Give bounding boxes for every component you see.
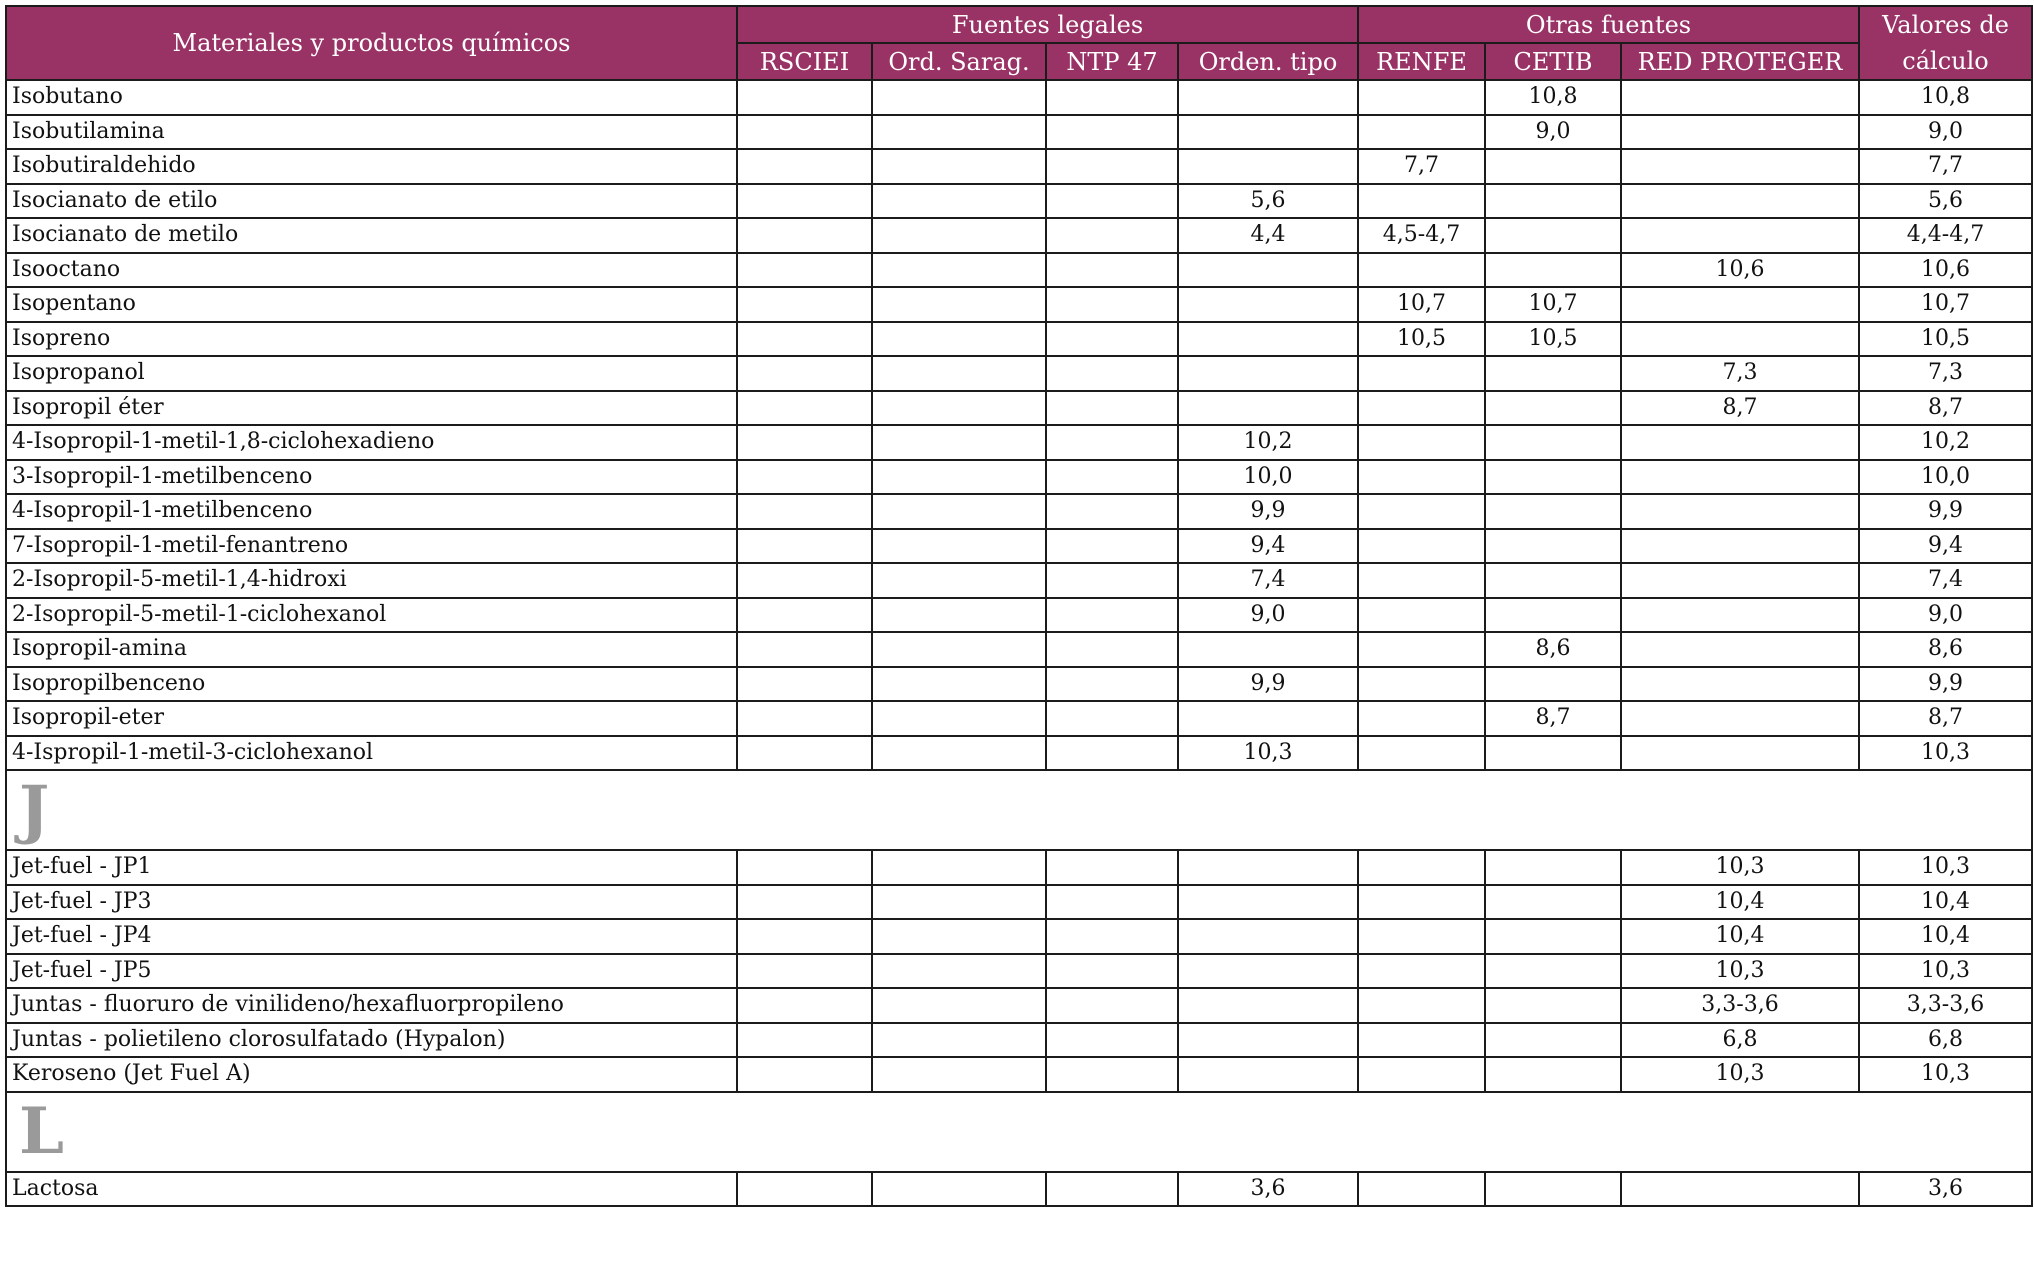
cell-renfe [1358, 988, 1485, 1023]
cell-cetib [1485, 667, 1621, 702]
cell-calc-value: 10,4 [1859, 919, 2032, 954]
cell-calc-value: 9,0 [1859, 598, 2032, 633]
cell-rsciei [737, 529, 872, 564]
cell-cetib [1485, 425, 1621, 460]
cell-orden-tipo [1178, 988, 1358, 1023]
cell-cetib [1485, 149, 1621, 184]
cell-ord-sarag [872, 919, 1046, 954]
cell-calc-value: 10,3 [1859, 954, 2032, 989]
cell-cetib [1485, 1172, 1621, 1207]
cell-material-name: 4-Isopropil-1-metil-1,8-ciclohexadieno [6, 425, 737, 460]
cell-ord-sarag [872, 701, 1046, 736]
cell-rsciei [737, 598, 872, 633]
cell-renfe [1358, 253, 1485, 288]
header-legal-sources: Fuentes legales [737, 6, 1358, 43]
table-row [6, 954, 2032, 989]
cell-renfe [1358, 1023, 1485, 1058]
cell-ntp47 [1046, 736, 1178, 771]
cell-material-name: 7-Isopropil-1-metil-fenantreno [6, 529, 737, 564]
cell-ord-sarag [872, 954, 1046, 989]
section-letter: J [6, 770, 2032, 850]
cell-calc-value: 3,3-3,6 [1859, 988, 2032, 1023]
cell-orden-tipo [1178, 885, 1358, 920]
table-row [6, 425, 2032, 460]
cell-material-name: Juntas - fluoruro de vinilideno/hexafluorpropileno [6, 988, 737, 1023]
cell-calc-value: 10,4 [1859, 885, 2032, 920]
cell-calc-value: 9,9 [1859, 494, 2032, 529]
cell-renfe [1358, 632, 1485, 667]
cell-calc-value: 10,3 [1859, 850, 2032, 885]
cell-ord-sarag [872, 356, 1046, 391]
table-row [6, 218, 2032, 253]
cell-ord-sarag [872, 563, 1046, 598]
cell-cetib: 10,8 [1485, 80, 1621, 115]
header-other-sources: Otras fuentes [1358, 6, 1859, 43]
cell-ntp47 [1046, 667, 1178, 702]
cell-cetib [1485, 598, 1621, 633]
cell-ntp47 [1046, 425, 1178, 460]
cell-ntp47 [1046, 460, 1178, 495]
cell-renfe [1358, 701, 1485, 736]
table-row [6, 149, 2032, 184]
cell-ord-sarag [872, 322, 1046, 357]
cell-red-proteger [1621, 322, 1859, 357]
cell-cetib [1485, 460, 1621, 495]
cell-ntp47 [1046, 218, 1178, 253]
table-row [6, 184, 2032, 219]
cell-material-name: Lactosa [6, 1172, 737, 1207]
cell-calc-value: 6,8 [1859, 1023, 2032, 1058]
cell-renfe [1358, 919, 1485, 954]
cell-material-name: Keroseno (Jet Fuel A) [6, 1057, 737, 1092]
cell-calc-value: 9,9 [1859, 667, 2032, 702]
cell-material-name: Isooctano [6, 253, 737, 288]
table-body [6, 80, 2032, 1206]
cell-calc-value: 8,7 [1859, 391, 2032, 426]
cell-cetib [1485, 529, 1621, 564]
cell-red-proteger: 7,3 [1621, 356, 1859, 391]
cell-red-proteger [1621, 701, 1859, 736]
cell-calc-value: 3,6 [1859, 1172, 2032, 1207]
cell-orden-tipo [1178, 632, 1358, 667]
cell-calc-value: 10,2 [1859, 425, 2032, 460]
cell-rsciei [737, 988, 872, 1023]
cell-calc-value: 10,5 [1859, 322, 2032, 357]
cell-rsciei [737, 391, 872, 426]
cell-orden-tipo [1178, 80, 1358, 115]
cell-cetib [1485, 954, 1621, 989]
cell-rsciei [737, 954, 872, 989]
cell-rsciei [737, 253, 872, 288]
cell-renfe [1358, 80, 1485, 115]
cell-cetib: 9,0 [1485, 115, 1621, 150]
cell-cetib [1485, 391, 1621, 426]
cell-calc-value: 10,0 [1859, 460, 2032, 495]
cell-ord-sarag [872, 529, 1046, 564]
cell-red-proteger [1621, 115, 1859, 150]
cell-calc-value: 8,7 [1859, 701, 2032, 736]
table-row [6, 885, 2032, 920]
cell-material-name: Isopropil-eter [6, 701, 737, 736]
cell-rsciei [737, 287, 872, 322]
cell-ord-sarag [872, 598, 1046, 633]
cell-rsciei [737, 919, 872, 954]
cell-material-name: Isobutano [6, 80, 737, 115]
cell-red-proteger [1621, 632, 1859, 667]
cell-ord-sarag [872, 1172, 1046, 1207]
cell-red-proteger: 3,3-3,6 [1621, 988, 1859, 1023]
cell-red-proteger [1621, 529, 1859, 564]
cell-rsciei [737, 184, 872, 219]
cell-ntp47 [1046, 1172, 1178, 1207]
table-row [6, 667, 2032, 702]
table-header [6, 6, 2032, 80]
table-row [6, 1057, 2032, 1092]
cell-ord-sarag [872, 80, 1046, 115]
cell-ntp47 [1046, 1057, 1178, 1092]
cell-rsciei [737, 667, 872, 702]
cell-cetib [1485, 184, 1621, 219]
cell-ntp47 [1046, 80, 1178, 115]
cell-red-proteger [1621, 425, 1859, 460]
cell-orden-tipo [1178, 287, 1358, 322]
cell-red-proteger [1621, 494, 1859, 529]
cell-red-proteger: 10,3 [1621, 850, 1859, 885]
cell-rsciei [737, 460, 872, 495]
cell-ord-sarag [872, 736, 1046, 771]
cell-red-proteger [1621, 184, 1859, 219]
cell-ord-sarag [872, 425, 1046, 460]
cell-renfe [1358, 736, 1485, 771]
table-row [6, 253, 2032, 288]
cell-renfe [1358, 1172, 1485, 1207]
cell-cetib [1485, 1023, 1621, 1058]
cell-material-name: 4-Ispropil-1-metil-3-ciclohexanol [6, 736, 737, 771]
table-row [6, 322, 2032, 357]
table-row [6, 1172, 2032, 1207]
cell-rsciei [737, 885, 872, 920]
cell-orden-tipo [1178, 149, 1358, 184]
table-row [6, 701, 2032, 736]
cell-material-name: Isobutilamina [6, 115, 737, 150]
cell-material-name: Jet-fuel - JP3 [6, 885, 737, 920]
cell-renfe [1358, 529, 1485, 564]
table-row [6, 494, 2032, 529]
cell-cetib [1485, 919, 1621, 954]
cell-renfe [1358, 494, 1485, 529]
cell-ntp47 [1046, 253, 1178, 288]
cell-ord-sarag [872, 632, 1046, 667]
cell-ord-sarag [872, 885, 1046, 920]
header-materials: Materiales y productos químicos [6, 6, 737, 80]
cell-material-name: Jet-fuel - JP4 [6, 919, 737, 954]
cell-material-name: 2-Isopropil-5-metil-1,4-hidroxi [6, 563, 737, 598]
cell-calc-value: 7,3 [1859, 356, 2032, 391]
cell-material-name: Isopropanol [6, 356, 737, 391]
cell-renfe [1358, 184, 1485, 219]
table-row [6, 563, 2032, 598]
cell-rsciei [737, 850, 872, 885]
cell-cetib [1485, 253, 1621, 288]
table-row [6, 1023, 2032, 1058]
cell-cetib [1485, 1057, 1621, 1092]
cell-rsciei [737, 356, 872, 391]
cell-renfe [1358, 885, 1485, 920]
cell-ntp47 [1046, 149, 1178, 184]
cell-rsciei [737, 736, 872, 771]
cell-renfe [1358, 563, 1485, 598]
cell-red-proteger [1621, 460, 1859, 495]
cell-rsciei [737, 494, 872, 529]
cell-calc-value: 4,4-4,7 [1859, 218, 2032, 253]
cell-renfe [1358, 598, 1485, 633]
table-row [6, 736, 2032, 771]
header-col-cetib: CETIB [1485, 43, 1621, 80]
cell-material-name: 2-Isopropil-5-metil-1-ciclohexanol [6, 598, 737, 633]
cell-orden-tipo [1178, 701, 1358, 736]
cell-ntp47 [1046, 184, 1178, 219]
table-row [6, 115, 2032, 150]
cell-calc-value: 9,4 [1859, 529, 2032, 564]
cell-rsciei [737, 115, 872, 150]
cell-ntp47 [1046, 954, 1178, 989]
cell-ord-sarag [872, 1057, 1046, 1092]
section-letter: L [6, 1092, 2032, 1172]
cell-cetib [1485, 218, 1621, 253]
cell-material-name: Isopentano [6, 287, 737, 322]
cell-calc-value: 5,6 [1859, 184, 2032, 219]
cell-orden-tipo: 4,4 [1178, 218, 1358, 253]
table-row [6, 529, 2032, 564]
cell-ntp47 [1046, 919, 1178, 954]
cell-calc-value: 7,4 [1859, 563, 2032, 598]
cell-cetib [1485, 563, 1621, 598]
cell-ntp47 [1046, 632, 1178, 667]
cell-ntp47 [1046, 322, 1178, 357]
table-row [6, 919, 2032, 954]
cell-renfe [1358, 460, 1485, 495]
cell-ntp47 [1046, 563, 1178, 598]
cell-ord-sarag [872, 494, 1046, 529]
cell-rsciei [737, 425, 872, 460]
cell-cetib: 8,6 [1485, 632, 1621, 667]
cell-orden-tipo [1178, 356, 1358, 391]
cell-ord-sarag [872, 115, 1046, 150]
header-calc-values: Valores de cálculo [1859, 6, 2032, 80]
cell-ord-sarag [872, 667, 1046, 702]
cell-ord-sarag [872, 460, 1046, 495]
cell-ntp47 [1046, 885, 1178, 920]
table-row [6, 460, 2032, 495]
cell-rsciei [737, 701, 872, 736]
cell-ntp47 [1046, 494, 1178, 529]
cell-calc-value: 9,0 [1859, 115, 2032, 150]
cell-orden-tipo: 10,2 [1178, 425, 1358, 460]
cell-ntp47 [1046, 287, 1178, 322]
cell-renfe [1358, 391, 1485, 426]
cell-material-name: Isopreno [6, 322, 737, 357]
cell-orden-tipo: 9,9 [1178, 667, 1358, 702]
cell-renfe: 10,7 [1358, 287, 1485, 322]
cell-ntp47 [1046, 988, 1178, 1023]
cell-cetib [1485, 494, 1621, 529]
cell-red-proteger: 10,3 [1621, 1057, 1859, 1092]
cell-renfe: 10,5 [1358, 322, 1485, 357]
cell-red-proteger [1621, 149, 1859, 184]
cell-cetib [1485, 988, 1621, 1023]
cell-renfe [1358, 1057, 1485, 1092]
header-col-ntp47: NTP 47 [1046, 43, 1178, 80]
cell-orden-tipo [1178, 1023, 1358, 1058]
cell-orden-tipo [1178, 850, 1358, 885]
cell-material-name: Jet-fuel - JP1 [6, 850, 737, 885]
cell-orden-tipo: 9,4 [1178, 529, 1358, 564]
cell-red-proteger [1621, 287, 1859, 322]
cell-calc-value: 7,7 [1859, 149, 2032, 184]
cell-red-proteger: 10,4 [1621, 885, 1859, 920]
cell-calc-value: 10,8 [1859, 80, 2032, 115]
table-row [6, 391, 2032, 426]
cell-rsciei [737, 149, 872, 184]
cell-orden-tipo [1178, 1057, 1358, 1092]
cell-rsciei [737, 1057, 872, 1092]
cell-rsciei [737, 1023, 872, 1058]
cell-orden-tipo: 10,0 [1178, 460, 1358, 495]
cell-red-proteger [1621, 563, 1859, 598]
chemicals-table-container [5, 5, 2031, 1207]
cell-renfe [1358, 850, 1485, 885]
header-col-red-proteger: RED PROTEGER [1621, 43, 1859, 80]
cell-rsciei [737, 563, 872, 598]
cell-renfe: 7,7 [1358, 149, 1485, 184]
cell-orden-tipo [1178, 954, 1358, 989]
table-row [6, 356, 2032, 391]
cell-red-proteger [1621, 598, 1859, 633]
cell-material-name: 4-Isopropil-1-metilbenceno [6, 494, 737, 529]
header-col-orden-tipo: Orden. tipo [1178, 43, 1358, 80]
cell-ntp47 [1046, 529, 1178, 564]
cell-red-proteger [1621, 736, 1859, 771]
cell-red-proteger: 8,7 [1621, 391, 1859, 426]
cell-orden-tipo: 10,3 [1178, 736, 1358, 771]
cell-cetib: 10,5 [1485, 322, 1621, 357]
cell-material-name: Juntas - polietileno clorosulfatado (Hypalon) [6, 1023, 737, 1058]
cell-calc-value: 10,3 [1859, 736, 2032, 771]
cell-ntp47 [1046, 1023, 1178, 1058]
cell-red-proteger [1621, 1172, 1859, 1207]
table-row [6, 287, 2032, 322]
cell-orden-tipo [1178, 253, 1358, 288]
cell-red-proteger: 10,4 [1621, 919, 1859, 954]
cell-material-name: 3-Isopropil-1-metilbenceno [6, 460, 737, 495]
cell-ntp47 [1046, 850, 1178, 885]
cell-material-name: Isopropil éter [6, 391, 737, 426]
cell-ntp47 [1046, 701, 1178, 736]
cell-orden-tipo [1178, 391, 1358, 426]
cell-orden-tipo: 9,9 [1178, 494, 1358, 529]
section-header-row [6, 770, 2032, 850]
table-row [6, 598, 2032, 633]
cell-red-proteger [1621, 667, 1859, 702]
cell-red-proteger [1621, 218, 1859, 253]
cell-ord-sarag [872, 149, 1046, 184]
cell-rsciei [737, 1172, 872, 1207]
cell-orden-tipo: 9,0 [1178, 598, 1358, 633]
cell-rsciei [737, 632, 872, 667]
cell-calc-value: 10,7 [1859, 287, 2032, 322]
cell-ntp47 [1046, 598, 1178, 633]
table-row [6, 632, 2032, 667]
cell-ord-sarag [872, 850, 1046, 885]
cell-calc-value: 10,3 [1859, 1057, 2032, 1092]
cell-renfe [1358, 425, 1485, 460]
section-header-row [6, 1092, 2032, 1172]
cell-cetib [1485, 736, 1621, 771]
cell-material-name: Isocianato de etilo [6, 184, 737, 219]
cell-ntp47 [1046, 356, 1178, 391]
cell-red-proteger: 10,3 [1621, 954, 1859, 989]
table-row [6, 80, 2032, 115]
cell-orden-tipo [1178, 115, 1358, 150]
cell-ord-sarag [872, 988, 1046, 1023]
header-col-ord-sarag: Ord. Sarag. [872, 43, 1046, 80]
table-row [6, 988, 2032, 1023]
cell-ord-sarag [872, 184, 1046, 219]
cell-renfe: 4,5-4,7 [1358, 218, 1485, 253]
cell-ord-sarag [872, 1023, 1046, 1058]
cell-orden-tipo [1178, 919, 1358, 954]
cell-cetib: 10,7 [1485, 287, 1621, 322]
cell-ord-sarag [872, 218, 1046, 253]
cell-orden-tipo: 5,6 [1178, 184, 1358, 219]
cell-material-name: Isopropilbenceno [6, 667, 737, 702]
cell-ntp47 [1046, 391, 1178, 426]
cell-calc-value: 8,6 [1859, 632, 2032, 667]
cell-red-proteger: 6,8 [1621, 1023, 1859, 1058]
cell-cetib: 8,7 [1485, 701, 1621, 736]
cell-renfe [1358, 115, 1485, 150]
cell-material-name: Isopropil-amina [6, 632, 737, 667]
cell-renfe [1358, 954, 1485, 989]
cell-red-proteger: 10,6 [1621, 253, 1859, 288]
cell-ord-sarag [872, 253, 1046, 288]
cell-cetib [1485, 850, 1621, 885]
cell-ord-sarag [872, 391, 1046, 426]
cell-renfe [1358, 667, 1485, 702]
cell-material-name: Isobutiraldehido [6, 149, 737, 184]
header-col-renfe: RENFE [1358, 43, 1485, 80]
cell-material-name: Jet-fuel - JP5 [6, 954, 737, 989]
table-row [6, 850, 2032, 885]
cell-cetib [1485, 356, 1621, 391]
cell-orden-tipo: 7,4 [1178, 563, 1358, 598]
cell-red-proteger [1621, 80, 1859, 115]
cell-orden-tipo: 3,6 [1178, 1172, 1358, 1207]
cell-renfe [1358, 356, 1485, 391]
chemicals-calc-table [5, 5, 2033, 1207]
header-col-rsciei: RSCIEI [737, 43, 872, 80]
cell-ord-sarag [872, 287, 1046, 322]
cell-ntp47 [1046, 115, 1178, 150]
cell-rsciei [737, 218, 872, 253]
cell-rsciei [737, 322, 872, 357]
cell-cetib [1485, 885, 1621, 920]
cell-material-name: Isocianato de metilo [6, 218, 737, 253]
cell-rsciei [737, 80, 872, 115]
cell-orden-tipo [1178, 322, 1358, 357]
cell-calc-value: 10,6 [1859, 253, 2032, 288]
